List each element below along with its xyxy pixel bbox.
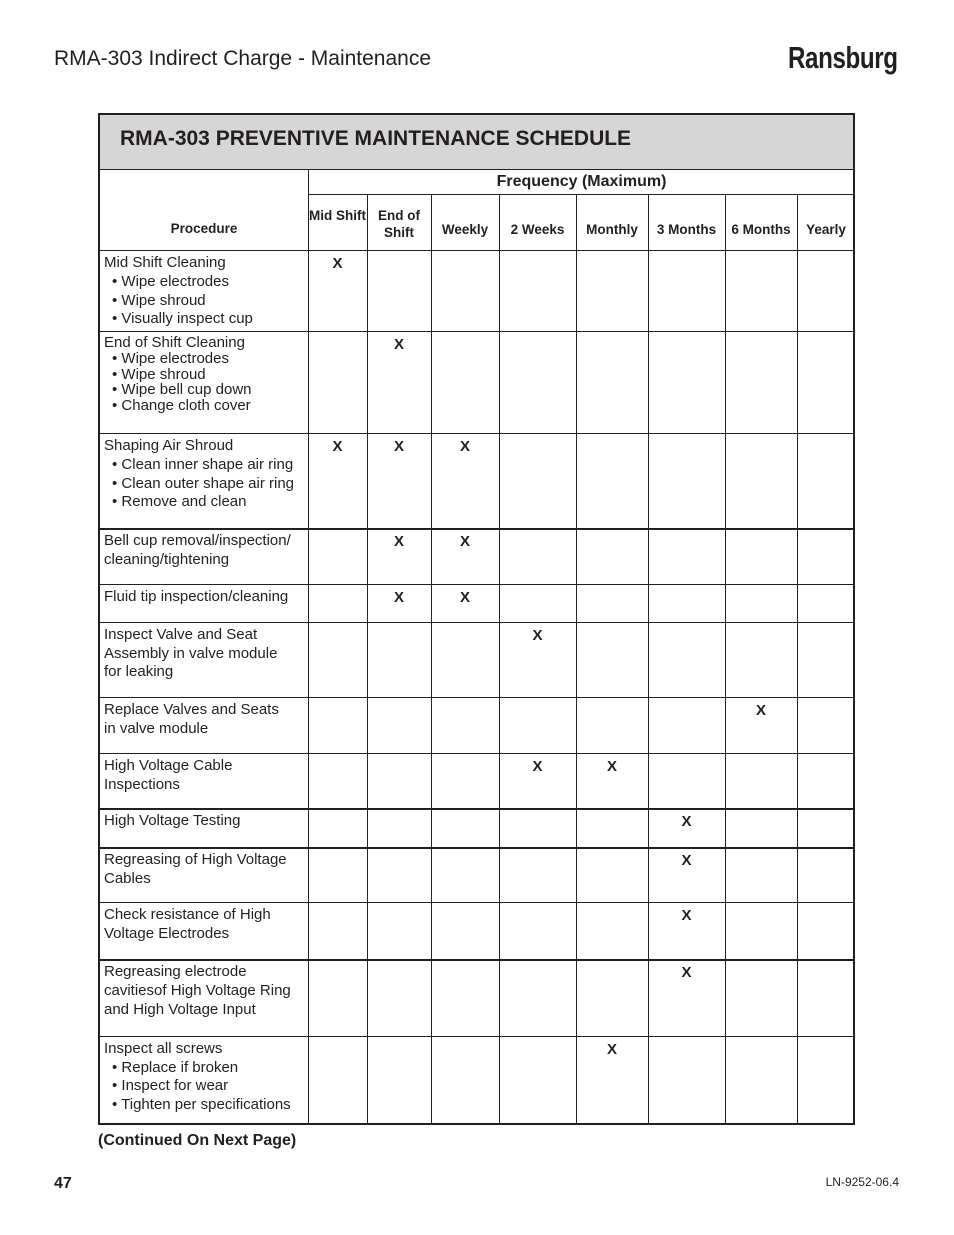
procedure-step: • Wipe shroud <box>112 291 206 309</box>
procedure-name: for leaking <box>104 663 174 680</box>
frequency-divider <box>308 194 853 195</box>
header-bottom-rule <box>100 250 853 251</box>
row-divider <box>100 584 853 585</box>
column-header: 6 Months <box>731 222 791 237</box>
procedure-name: Fluid tip inspection/cleaning <box>104 588 289 605</box>
brand-logo: Ransburg <box>788 40 898 75</box>
procedure-cell <box>104 1040 309 1114</box>
column-divider <box>499 194 500 1123</box>
row-divider <box>100 528 853 530</box>
procedure-cell <box>104 626 309 682</box>
procedure-name: Inspections <box>104 775 180 793</box>
column-divider <box>725 194 726 1123</box>
row-divider <box>100 1036 853 1037</box>
procedure-name: Assembly in valve module <box>104 644 278 662</box>
procedure-name: cleaning/tightening <box>104 550 230 568</box>
procedure-name: Replace Valves and Seats <box>104 701 279 718</box>
procedure-name: High Voltage Testing <box>104 812 241 829</box>
schedule-mark: X <box>459 589 470 606</box>
row-divider <box>100 902 853 903</box>
schedule-grid <box>100 169 853 1123</box>
procedure-step: • Wipe shroud <box>112 365 206 383</box>
procedure-cell <box>104 254 309 329</box>
procedure-name: Voltage Electrodes <box>104 924 230 942</box>
procedure-name: Shaping Air Shroud <box>104 437 234 454</box>
procedure-cell <box>104 701 309 738</box>
maintenance-schedule-table <box>98 113 855 1125</box>
procedure-name: End of Shift Cleaning <box>104 334 245 351</box>
column-divider <box>648 194 649 1123</box>
column-header: End of Shift <box>378 208 420 240</box>
procedure-step: • Wipe bell cup down <box>112 381 252 399</box>
procedure-cell <box>104 963 309 1019</box>
procedure-name: and High Voltage Input <box>104 1000 256 1018</box>
schedule-title-bar <box>100 115 853 170</box>
procedure-step: • Visually inspect cup <box>112 310 253 328</box>
column-header: Monthly <box>586 222 638 237</box>
row-divider <box>100 622 853 623</box>
procedure-cell <box>104 812 309 831</box>
procedure-cell <box>104 906 309 944</box>
row-divider <box>100 433 853 434</box>
procedure-step: • Wipe electrodes <box>112 349 229 367</box>
schedule-mark: X <box>532 627 543 644</box>
procedure-name: cavitiesof High Voltage Ring <box>104 981 291 999</box>
schedule-mark: X <box>393 589 404 606</box>
procedure-name: Regreasing electrode <box>104 963 247 980</box>
procedure-cell <box>104 851 309 889</box>
schedule-mark: X <box>332 255 343 272</box>
procedure-name: Check resistance of High <box>104 906 271 923</box>
procedure-step: • Inspect for wear <box>112 1077 229 1095</box>
procedure-name: Inspect Valve and Seat <box>104 626 258 643</box>
column-divider <box>797 194 798 1123</box>
row-divider <box>100 808 853 810</box>
procedure-cell <box>104 588 309 607</box>
procedure-header: Procedure <box>170 221 238 236</box>
procedure-name: Inspect all screws <box>104 1040 223 1057</box>
column-header: Mid Shift <box>309 208 366 223</box>
schedule-mark: X <box>681 907 692 924</box>
column-divider <box>576 194 577 1123</box>
document-number: LN-9252-06.4 <box>825 1175 899 1189</box>
column-header: Yearly <box>806 222 846 237</box>
schedule-mark: X <box>606 758 617 775</box>
procedure-name: Cables <box>104 869 151 887</box>
schedule-mark: X <box>393 533 404 550</box>
schedule-title: RMA-303 PREVENTIVE MAINTENANCE SCHEDULE <box>120 127 632 150</box>
procedure-cell <box>104 335 309 414</box>
procedure-cell <box>104 532 309 570</box>
schedule-mark: X <box>459 438 470 455</box>
schedule-mark: X <box>332 438 343 455</box>
schedule-mark: X <box>532 758 543 775</box>
row-divider <box>100 331 853 332</box>
row-divider <box>100 959 853 961</box>
document-title: RMA-303 Indirect Charge - Maintenance <box>54 47 432 70</box>
schedule-mark: X <box>755 702 766 719</box>
procedure-step: • Clean outer shape air ring <box>112 474 295 492</box>
schedule-mark: X <box>681 852 692 869</box>
procedure-step: • Replace if broken <box>112 1058 239 1076</box>
schedule-mark: X <box>459 533 470 550</box>
procedure-name: Mid Shift Cleaning <box>104 254 226 271</box>
row-divider <box>100 753 853 754</box>
procedure-cell <box>104 437 309 512</box>
procedure-name: Bell cup removal/inspection/ <box>104 532 291 549</box>
column-divider <box>367 194 368 1123</box>
continued-note: (Continued On Next Page) <box>98 1132 297 1149</box>
frequency-header: Frequency (Maximum) <box>496 173 667 190</box>
procedure-step: • Tighten per specifications <box>112 1095 291 1113</box>
row-divider <box>100 697 853 698</box>
procedure-step: • Wipe electrodes <box>112 272 229 290</box>
row-divider <box>100 847 853 849</box>
procedure-step: • Change cloth cover <box>112 397 251 415</box>
procedure-cell <box>104 757 309 794</box>
schedule-mark: X <box>393 438 404 455</box>
procedure-name: High Voltage Cable <box>104 757 233 774</box>
schedule-mark: X <box>606 1041 617 1058</box>
procedure-step: • Remove and clean <box>112 493 247 511</box>
procedure-name: in valve module <box>104 719 209 737</box>
schedule-mark: X <box>681 813 692 830</box>
procedure-name: Regreasing of High Voltage <box>104 851 287 868</box>
column-header: 3 Months <box>656 222 717 237</box>
column-header: 2 Weeks <box>510 222 565 237</box>
column-header: Weekly <box>441 222 489 237</box>
schedule-mark: X <box>681 964 692 981</box>
procedure-step: • Clean inner shape air ring <box>112 455 294 473</box>
page-number: 47 <box>54 1175 72 1192</box>
schedule-mark: X <box>393 336 404 353</box>
column-divider <box>431 194 432 1123</box>
